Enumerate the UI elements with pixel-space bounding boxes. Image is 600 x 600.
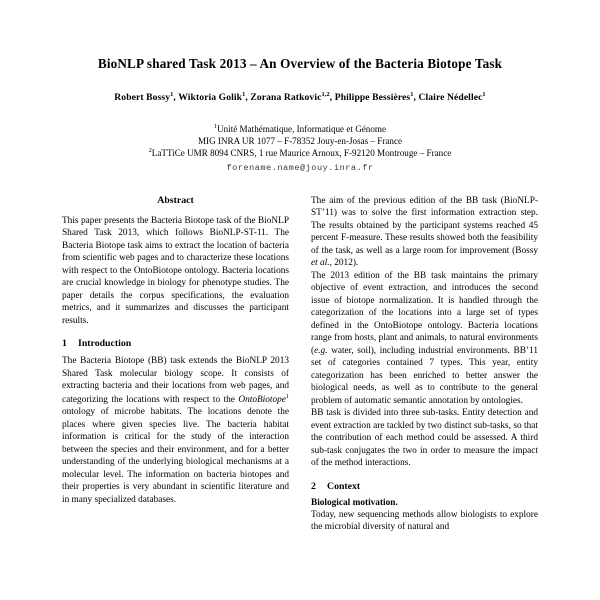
section-number-introduction: 1: [62, 338, 67, 349]
affiliation-line-2: [62, 135, 538, 147]
affiliation-line-1: [62, 123, 538, 135]
subsection-heading-biological-motivation: Biological motivation.: [311, 497, 398, 508]
introduction-paragraph: The Bacteria Biotope (BB) task extends the BioNLP 2013 Shared Task molecular biology scope. It consists of extracting bacteria and their locations from web pages, and categorizing the locations with respect to the OntoBiotope$^1$ ontology of microbe habitats. The locations denote the places where given species live. The bacteria habitat information is critical for the study of the interaction between the species and their environment, and for a better understanding of the underlying biological mechanisms at a molecular level. The information on bacteria biotopes and their properties is very abundant in scientific literature and in many specialized databases.: [62, 356, 289, 505]
context-paragraph-1: The aim of the previous edition of the BB task (BioNLP-ST’11) was to solve the first information extraction step. The results obtained by the participant systems reached 45 percent F-measure. These results showed both the feasibility of the task, as well as a large room for improvement (Bossy et al., 2012).: [311, 195, 538, 268]
biological-motivation-paragraph: Today, new sequencing methods allow biologists to explore the microbial diversity of natural and: [311, 509, 538, 532]
context-paragraph-3: BB task is divided into three sub-tasks. Entity detection and event extraction are tackled by two distinct sub-tasks, so that the contribution of each method could be assessed. A third sub-task conjugates the two in order to measure the impact of the method interactions.: [311, 408, 538, 468]
section-heading-context: [311, 481, 538, 492]
abstract-heading: Abstract: [157, 194, 194, 206]
section-title-context: Context: [327, 480, 361, 492]
abstract-text: This paper presents the Bacteria Biotope task of the BioNLP Shared Task 2013, which follows BioNLP-ST-11. The Bacteria Biotope task aims to extract the location of bacteria from scientific web pages and to characterize these locations with respect to the OntoBiotope ontology. Bacteria locations are crucial knowledge in biology for phenotype studies. The paper details the corpus specifications, the evaluation metrics, and it summarizes and discusses the participant results.: [62, 215, 289, 326]
affiliation-mark-1: 1: [213, 123, 218, 131]
affiliation-line-3: [62, 147, 538, 159]
section-title-introduction: Introduction: [78, 338, 132, 349]
section-heading-introduction: [62, 338, 289, 349]
affiliation-text-1: Unité Mathématique, Informatique et Génome: [217, 124, 387, 135]
author-list: Robert Bossy$^1$, Wiktoria Golik$^1$, Zorana Ratkovic$^{1,2}$, Philippe Bessières$^1$, Claire Nédellec$^1$: [114, 90, 486, 103]
left-column: [62, 195, 289, 587]
affiliation-list: [62, 123, 538, 159]
page-title: BioNLP shared Task 2013 – An Overview of the Bacteria Biotope Task: [97, 56, 503, 71]
affiliation-mark-3: 2: [148, 147, 152, 155]
section-number-context: 2: [311, 480, 316, 492]
contact-email: forename.name@jouy.inra.fr: [226, 162, 374, 173]
context-paragraph-2: The 2013 edition of the BB task maintains the primary objective of event extraction, and introduces the second issue of biotope normalization. It is handled through the categorization of the locations into a large set of types defined in the OntoBiotope ontology. Bacteria locations range from hosts, plant and animals, to natural environments (e.g. water, soil), including industrial environments. BB’11 set of categories contained 7 types. This year, entity categorization has been enriched to better answer the biological needs, as well as to contribute to the general problem of automatic semantic annotation by ontologies.: [311, 270, 538, 406]
affiliation-text-2: MIG INRA UR 1077 – F-78352 Jouy-en-Josas – France: [197, 136, 403, 147]
right-column: [311, 195, 538, 587]
title-block: [62, 0, 538, 173]
body-columns: [62, 195, 538, 587]
affiliation-text-3: LaTTiCe UMR 8094 CNRS, 1 rue Maurice Arnoux, F-92120 Montrouge – France: [151, 148, 452, 159]
